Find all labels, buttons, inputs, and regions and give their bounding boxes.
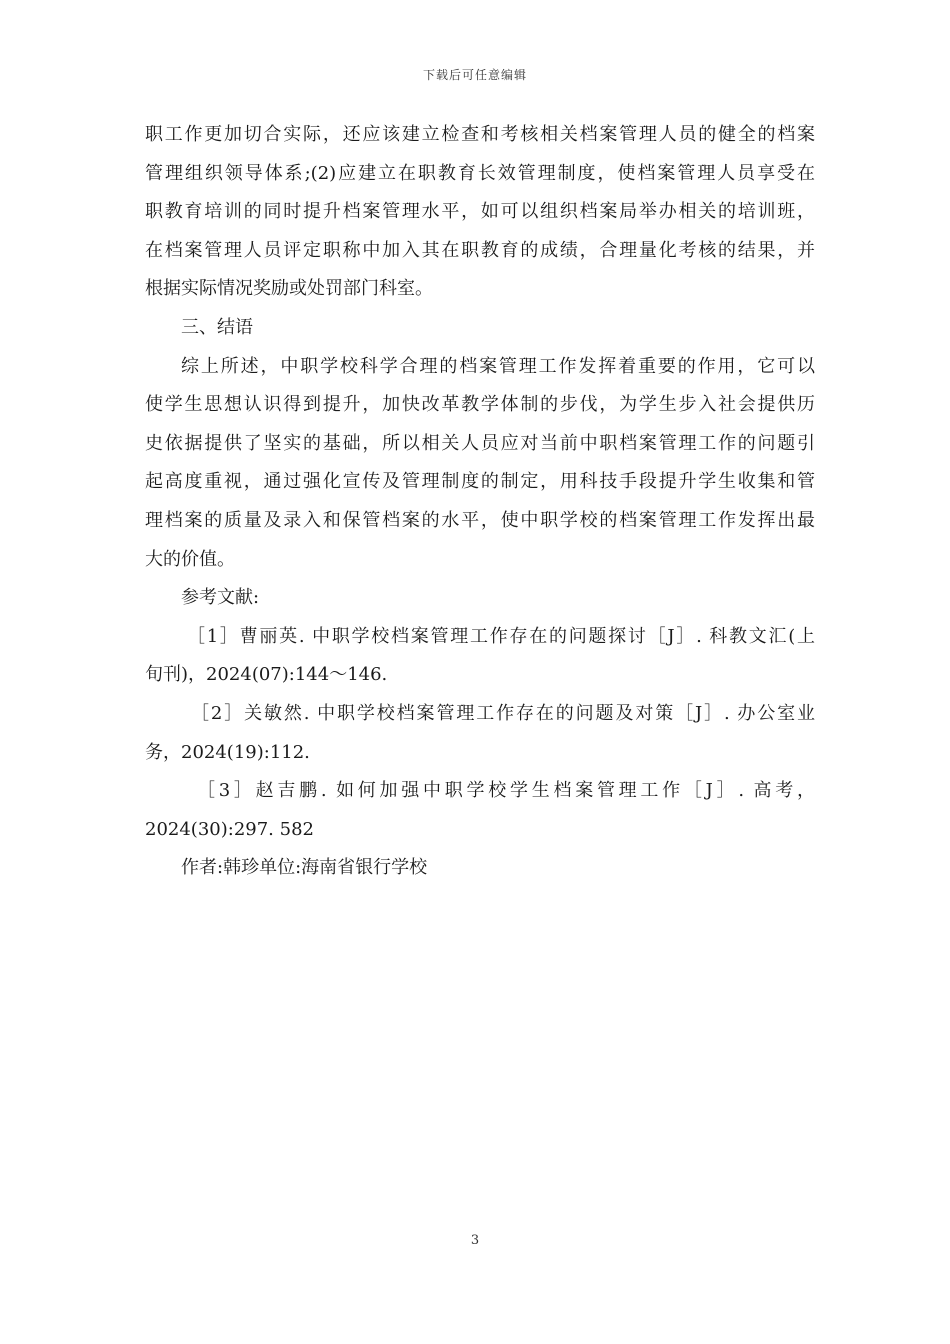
document-body [145, 116, 815, 888]
paragraph-line: 使学生思想认识得到提升，加快改革教学体制的步伐，为学生步入社会提供历 [145, 394, 815, 416]
reference-line: 旬刊)，2024(07):144～146. [145, 664, 388, 686]
paragraph-continuation [145, 116, 815, 309]
reference-item [145, 772, 815, 849]
paragraph-line: 理档案的质量及录入和保管档案的水平，使中职学校的档案管理工作发挥出最 [145, 509, 815, 531]
reference-item [145, 618, 815, 695]
reference-item [145, 695, 815, 772]
conclusion-paragraph [145, 348, 815, 580]
page-number: 3 [470, 1233, 480, 1248]
paragraph-line: 职工作更加切合实际，还应该建立检查和考核相关档案管理人员的健全的档案 [145, 124, 815, 145]
author-line: 作者:韩珍单位:海南省银行学校 [181, 857, 428, 879]
reference-line: ［3］赵吉鹏. 如何加强中职学校学生档案管理工作［J］. 高考， [197, 780, 815, 802]
reference-line: 2024(30):297. 582 [145, 818, 314, 840]
paragraph-line: 根据实际情况奖励或处罚部门科室。 [145, 278, 433, 300]
section-heading: 三、结语 [181, 316, 253, 338]
reference-line: 务，2024(19):112. [145, 741, 310, 763]
reference-line: ［1］曹丽英. 中职学校档案管理工作存在的问题探讨［J］. 科教文汇(上 [187, 625, 815, 647]
paragraph-line: 大的价值。 [145, 548, 235, 570]
paragraph-line: 起高度重视，通过强化宣传及管理制度的制定，用科技手段提升学生收集和管 [145, 471, 815, 493]
reference-line: ［2］关敏然. 中职学校档案管理工作存在的问题及对策［J］. 办公室业 [191, 702, 815, 724]
paragraph-line: 职教育培训的同时提升档案管理水平，如可以组织档案局举办相关的培训班， [145, 201, 815, 223]
paragraph-line: 管理组织领导体系;(2)应建立在职教育长效管理制度，使档案管理人员享受在 [145, 162, 815, 184]
page-header: 下载后可任意编辑 [422, 68, 527, 82]
references-heading: 参考文献: [181, 587, 260, 609]
paragraph-line: 综上所述，中职学校科学合理的档案管理工作发挥着重要的作用，它可以 [181, 355, 815, 377]
paragraph-line: 在档案管理人员评定职称中加入其在职教育的成绩，合理量化考核的结果，并 [145, 239, 815, 261]
paragraph-line: 史依据提供了坚实的基础，所以相关人员应对当前中职档案管理工作的问题引 [145, 432, 815, 454]
